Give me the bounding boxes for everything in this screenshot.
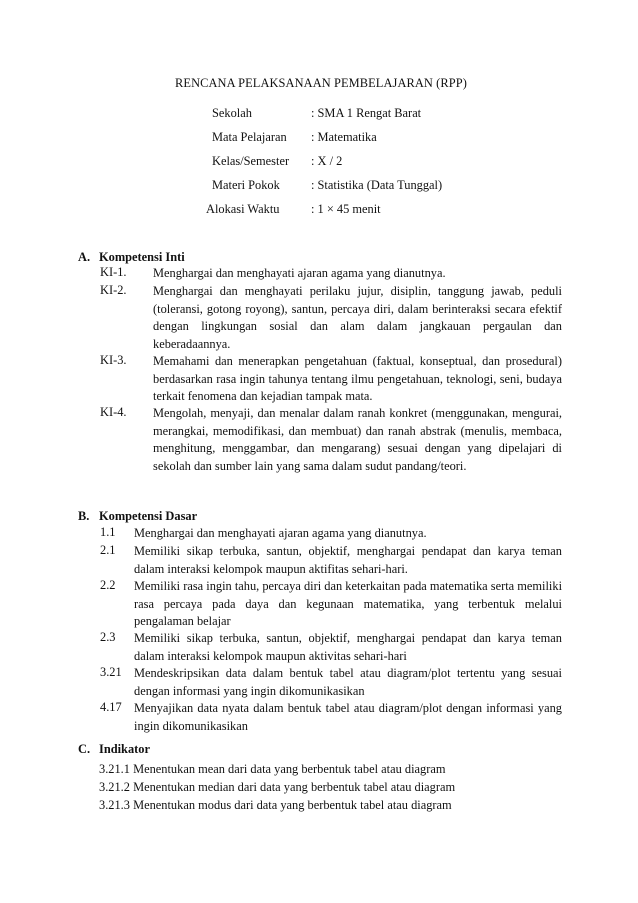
kd-text: Memiliki sikap terbuka, santun, objektif, menghargai pendapat dan karya teman dalam interaksi kelompok maupun aktivitas sehari-hari (134, 631, 562, 663)
identity-value: : Statistika (Data Tunggal) (311, 178, 443, 192)
ki-code: KI-4. (100, 405, 127, 419)
section-letter: A. (78, 250, 91, 264)
page-title: RENCANA PELAKSANAAN PEMBELAJARAN (RPP) (175, 76, 467, 90)
kd-item (100, 700, 562, 735)
kd-item (100, 630, 562, 665)
kd-item (100, 525, 562, 543)
section-letter: B. (78, 509, 90, 523)
section-b-heading (78, 509, 197, 524)
kd-text: Memiliki rasa ingin tahu, percaya diri dan keterkaitan pada matematika serta memiliki rasa percaya pada daya dan kegunaan matematika, yang terbentuk melalui pengalaman belajar (134, 579, 563, 629)
identity-label: Kelas/Semester (212, 154, 290, 168)
identity-label: Materi Pokok (212, 178, 280, 192)
ki-item (100, 283, 562, 353)
section-letter: C. (78, 742, 91, 756)
section-title: Kompetensi Dasar (99, 509, 198, 523)
section-c-heading (78, 742, 150, 757)
indicator-item: 3.21.1 Menentukan mean dari data yang berbentuk tabel atau diagram (99, 762, 446, 776)
identity-value: : 1 × 45 menit (311, 202, 381, 216)
ki-item (100, 353, 562, 406)
identity-value: : Matematika (311, 130, 377, 144)
ki-code: KI-2. (100, 283, 127, 297)
ki-item (100, 265, 562, 283)
ki-text: Menghargai dan menghayati perilaku jujur, disiplin, tanggung jawab, peduli (toleransi, gotong royong), santun, percaya diri, dalam berinteraksi secara efektif dengan lingkungan sosial dan alam dalam jangkauan pergaulan dan keberadaannya. (153, 284, 562, 351)
kd-text: Menyajikan data nyata dalam bentuk tabel atau diagram/plot dengan informasi yang ingin dikomunikasikan (134, 701, 562, 733)
kd-code: 2.3 (100, 630, 116, 644)
section-a-heading (78, 250, 185, 265)
ki-code: KI-1. (100, 265, 127, 279)
kd-code: 3.21 (100, 665, 122, 679)
ki-code: KI-3. (100, 353, 127, 367)
indicator-item: 3.21.3 Menentukan modus dari data yang berbentuk tabel atau diagram (99, 798, 452, 812)
kd-item (100, 665, 562, 700)
kd-text: Mendeskripsikan data dalam bentuk tabel atau diagram/plot tertentu yang sesuai dengan informasi yang ingin dikomunikasikan (134, 666, 562, 698)
section-title: Indikator (99, 742, 150, 756)
identity-label: Alokasi Waktu (206, 202, 280, 216)
kd-item (100, 578, 562, 631)
kd-code: 4.17 (100, 700, 122, 714)
kd-text: Menghargai dan menghayati ajaran agama yang dianutnya. (134, 526, 427, 540)
ki-text: Mengolah, menyaji, dan menalar dalam ranah konkret (menggunakan, mengurai, merangkai, memodifikasi, dan membuat) dan ranah abstrak (menulis, membaca, menghitung, menggambar, dan mengarang) sesuai dengan yang dipelajari di sekolah dan sumber lain yang sama dalam sudut pandang/teori. (153, 406, 562, 473)
kd-text: Memiliki sikap terbuka, santun, objektif, menghargai pendapat dan karya teman dalam interaksi kelompok maupun aktifitas sehari-hari. (134, 544, 562, 576)
indicator-item: 3.21.2 Menentukan median dari data yang berbentuk tabel atau diagram (99, 780, 456, 794)
kd-code: 2.2 (100, 578, 116, 592)
identity-value: : SMA 1 Rengat Barat (311, 106, 422, 120)
ki-item (100, 405, 562, 475)
identity-value: : X / 2 (311, 154, 343, 168)
ki-text: Memahami dan menerapkan pengetahuan (faktual, konseptual, dan prosedural) berdasarkan rasa ingin tahunya tentang ilmu pengetahuan, teknologi, seni, budaya terkait fenomena dan kejadian tampak mata. (153, 354, 562, 404)
kd-code: 1.1 (100, 525, 116, 539)
section-title: Kompetensi Inti (99, 250, 185, 264)
identity-label: Sekolah (212, 106, 252, 120)
kd-item (100, 543, 562, 578)
identity-label: Mata Pelajaran (212, 130, 287, 144)
ki-text: Menghargai dan menghayati ajaran agama yang dianutnya. (153, 266, 446, 280)
kd-code: 2.1 (100, 543, 116, 557)
